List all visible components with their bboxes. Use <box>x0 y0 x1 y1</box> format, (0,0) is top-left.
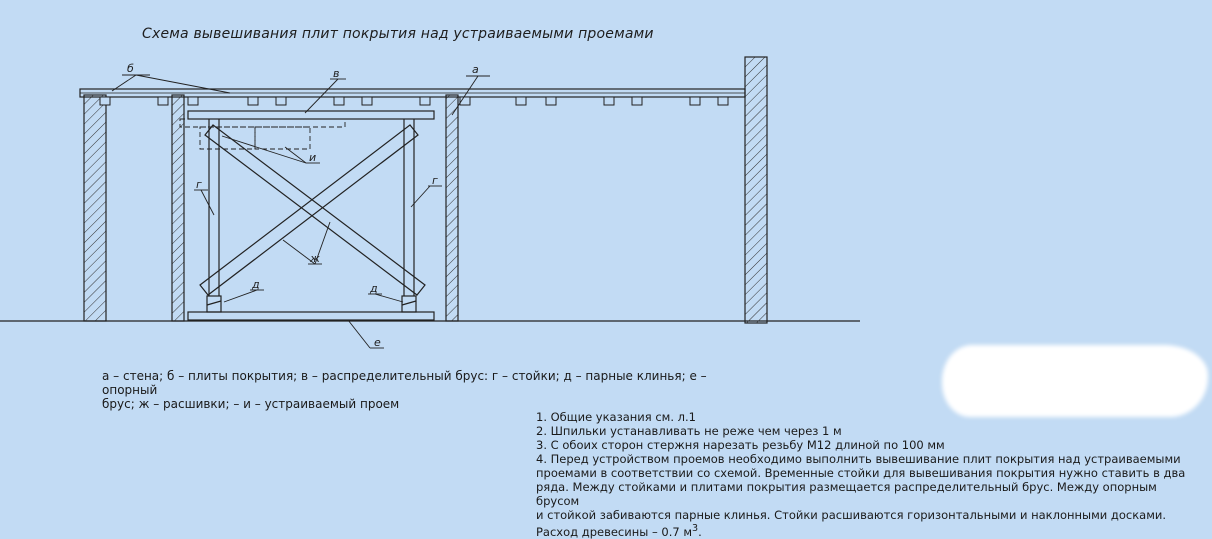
label-i: и <box>309 151 317 164</box>
note-1: 1. Общие указания см. л.1 <box>536 410 696 424</box>
note-2: 2. Шпильки устанавливать не реже чем через 1 м <box>536 424 842 438</box>
note-4: 4. Перед устройством проемов необходимо выполнить вывешивание плит покрытия над устраиваемыми <box>536 452 1181 466</box>
note-3: 3. С обоих сторон стержня нарезать резьбу М12 длиной по 100 мм <box>536 438 945 452</box>
label-d-left: д <box>252 278 260 291</box>
consumption-unit-power: 3 <box>692 523 699 534</box>
timber-consumption <box>536 522 1196 539</box>
opening-outline <box>180 119 345 149</box>
consumption-end: . <box>698 524 702 539</box>
label-d-right: д <box>370 282 378 295</box>
wall-inner-left <box>172 95 184 321</box>
distribution-beam <box>188 111 434 119</box>
slab-ribs <box>100 97 728 105</box>
consumption-text: Расход древесины – 0.7 м <box>536 524 693 539</box>
legend-line-1: а – стена; б – плиты покрытия; в – распределительный брус: г – стойки; д – парные клинья; е – опорный <box>102 369 707 397</box>
note-4-cont-3: и стойкой забиваются парные клинья. Стойки расшиваются горизонтальными и наклонными досками. <box>536 508 1167 522</box>
note-4-cont-2: ряда. Между стойками и плитами покрытия размещается распределительный брус. Между опорным брусом <box>536 480 1157 508</box>
label-g-right: г <box>432 174 438 187</box>
label-a: а <box>472 63 479 76</box>
leader-lines <box>112 75 490 348</box>
label-e: е <box>374 336 381 349</box>
label-b: б <box>127 62 134 75</box>
label-g-left: г <box>196 178 202 191</box>
wall-left <box>84 95 106 321</box>
legend <box>102 369 762 411</box>
legend-line-2: брус; ж – расшивки; – и – устраиваемый проем <box>102 397 400 411</box>
support-beam <box>188 312 434 320</box>
wall-right <box>745 57 767 323</box>
paired-wedges <box>207 296 416 312</box>
white-blot <box>942 345 1208 417</box>
general-notes <box>536 410 1196 539</box>
diagram-title: Схема вывешивания плит покрытия над устраиваемыми проемами <box>142 26 654 42</box>
label-zh: ж <box>310 252 320 265</box>
note-4-cont-1: проемами в соответствии со схемой. Временные стойки для вывешивания покрытия нужно ставить в два <box>536 466 1186 480</box>
label-v: в <box>333 67 340 80</box>
wall-a <box>446 95 458 321</box>
